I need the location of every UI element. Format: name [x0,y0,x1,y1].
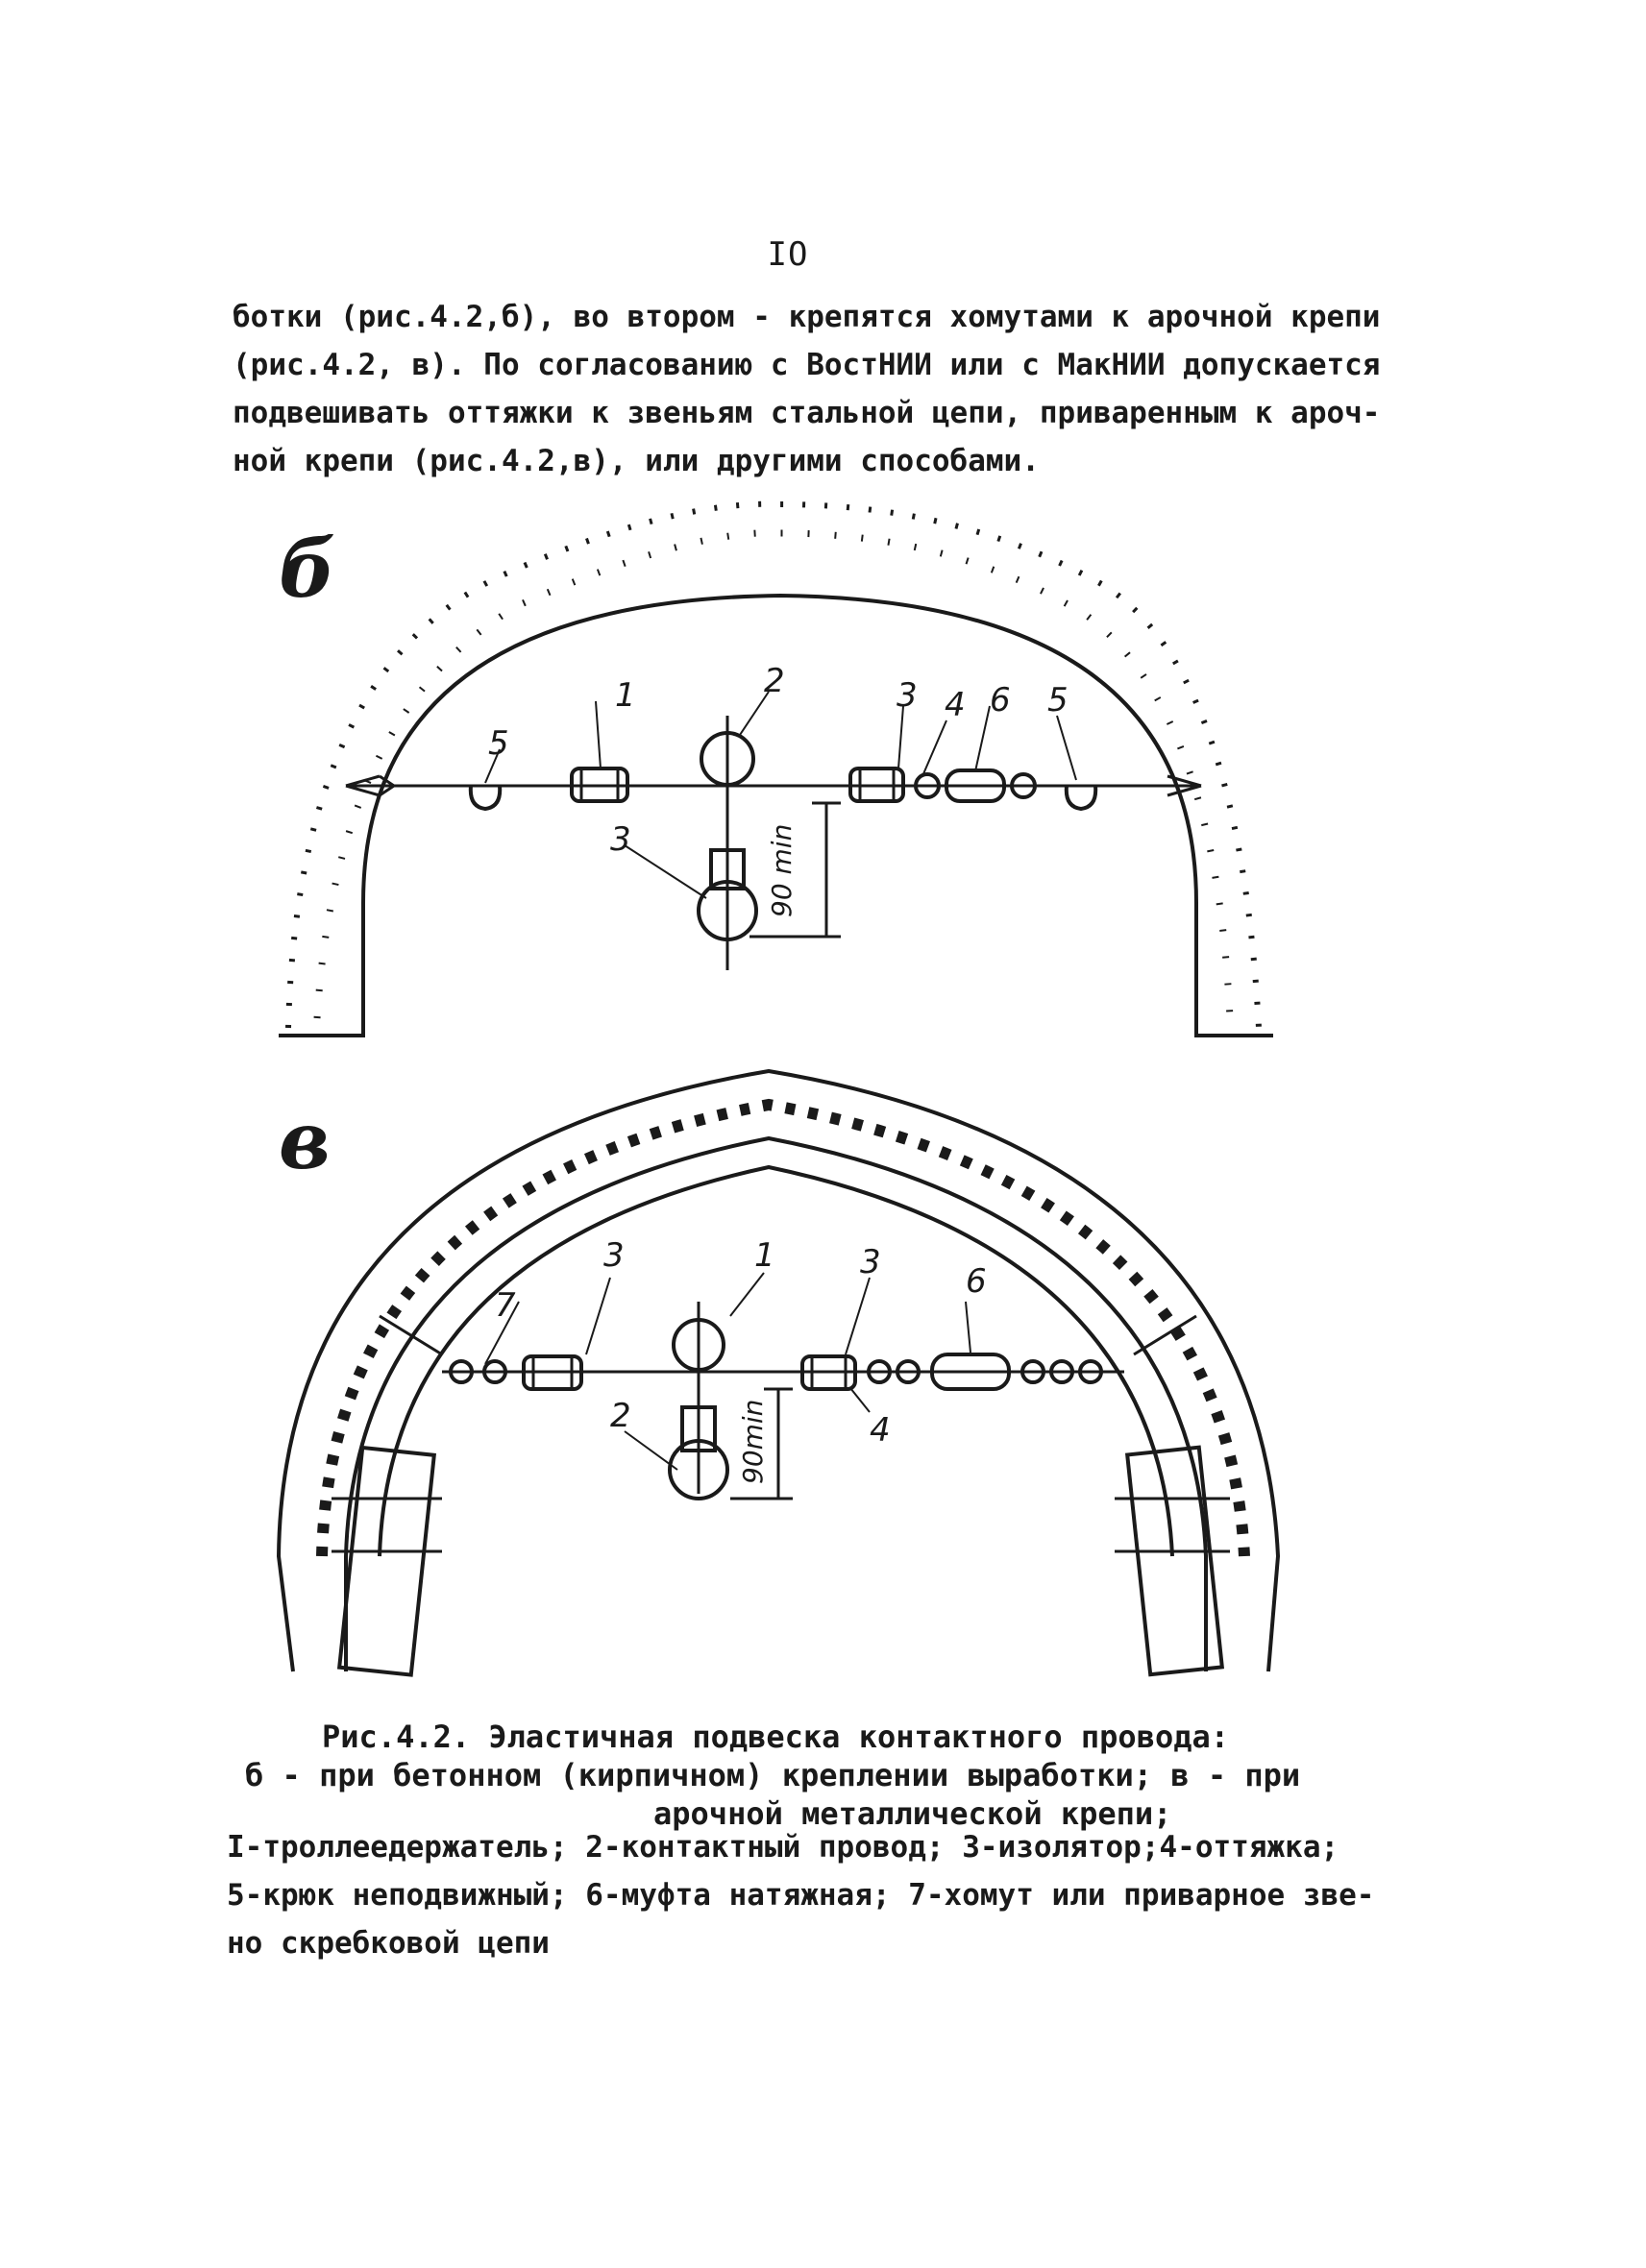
legend-line: но скребковой цепи [227,1926,550,1961]
figure-b-label: 6 [990,681,1011,719]
legend-line: I-троллеедержатель; 2-контактный провод; 3-изолятор;4-оттяжка; [227,1830,1339,1865]
caption-line: арочной металлической крепи; [653,1795,1172,1832]
figure-b-label: 2 [764,662,785,700]
figure-v-drawing [279,1071,1278,1675]
figure-v-label: 3 [603,1236,625,1275]
caption-line: б - при бетонном (кирпичном) креплении выработки; в - при [245,1757,1301,1793]
figure-v-label: 3 [860,1243,881,1281]
figure-b-letter: б [279,524,336,616]
figure-v-letter: в [279,1095,331,1187]
figure-b-dimension: 90 min [766,823,798,917]
figure-b-label: 5 [488,724,509,763]
paragraph-line: подвешивать оттяжки к звеньям стальной цепи, приваренным к aроч- [233,396,1381,430]
figure-b-label: 1 [615,676,636,715]
figure-v-dimension: 90min [737,1399,769,1484]
caption-line: Рис.4.2. Эластичная подвеска контактного провода: [322,1719,1230,1755]
figure-b-label: 4 [945,686,966,724]
figure-v-label: 6 [966,1262,987,1301]
figure-v-label: 1 [754,1236,775,1275]
figure-b-drawing [279,504,1273,1036]
paragraph-line: ной крепи (рис.4.2,в), или другими способами. [233,444,1040,478]
page-number: IO [767,235,809,274]
figure-legend [227,1823,1476,1967]
figure-v-label: 7 [495,1286,516,1325]
figure-caption [221,1718,1470,1833]
figure-v-label: 2 [610,1397,631,1435]
paragraph-line: ботки (рис.4.2,б), во втором - крепятся хомутами к арочной крепи [233,300,1381,334]
figure-b-label: 5 [1047,681,1069,719]
figure-b-label: 3 [897,676,918,715]
figure-v-label: 4 [870,1411,891,1450]
figure-b-label: 3 [610,820,631,859]
legend-line: 5-крюк неподвижный; 6-муфта натяжная; 7-хомут или приварное зве- [227,1878,1375,1913]
paragraph-line: (рис.4.2, в). По согласованию с ВостНИИ или с МакНИИ допускается [233,348,1381,382]
